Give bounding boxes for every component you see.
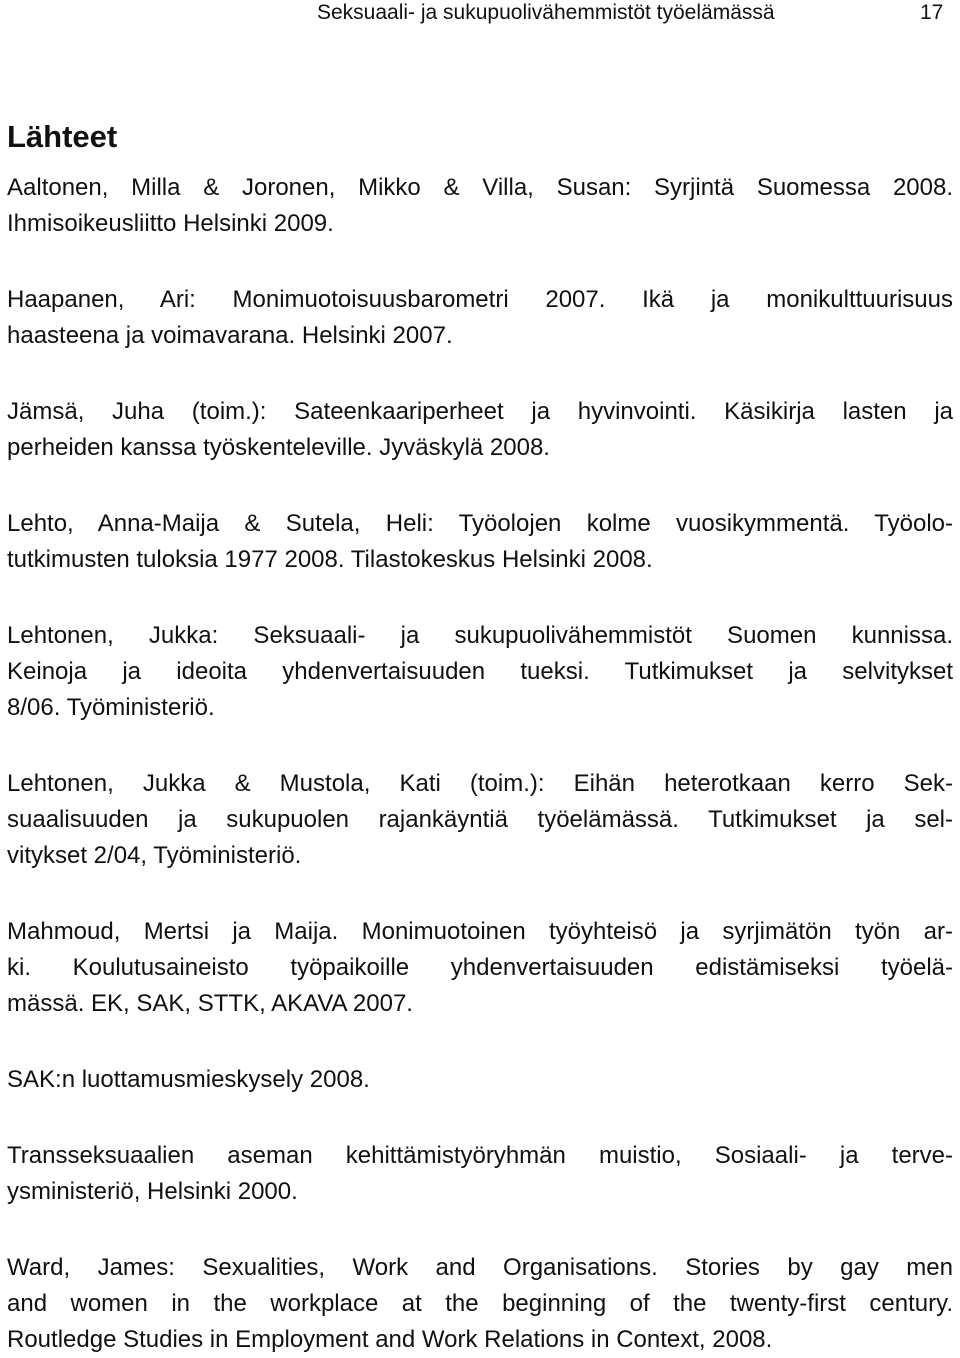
reference-entry xyxy=(7,170,953,242)
reference-line: Haapanen, Ari: Monimuotoisuusbarometri 2007. Ikä ja monikulttuurisuus xyxy=(7,286,953,313)
reference-entry xyxy=(7,618,953,726)
reference-entry xyxy=(7,282,953,354)
reference-list xyxy=(7,170,953,1358)
reference-line: ki. Koulutusaineisto työpaikoille yhdenvertaisuuden edistämiseksi työelä- xyxy=(7,954,953,981)
reference-line: perheiden kanssa työskenteleville. Jyväskylä 2008. xyxy=(7,434,550,461)
reference-line: Mahmoud, Mertsi ja Maija. Monimuotoinen työyhteisö ja syrjimätön työn ar- xyxy=(7,918,953,945)
reference-entry xyxy=(7,1250,953,1358)
reference-line: Ihmisoikeusliitto Helsinki 2009. xyxy=(7,210,334,237)
reference-entry xyxy=(7,914,953,1022)
reference-line: tutkimusten tuloksia 1977 2008. Tilastokeskus Helsinki 2008. xyxy=(7,546,653,573)
reference-line: Lehto, Anna-Maija & Sutela, Heli: Työolojen kolme vuosikymmentä. Työolo- xyxy=(7,510,953,537)
reference-line: mässä. EK, SAK, STTK, AKAVA 2007. xyxy=(7,990,413,1017)
reference-entry xyxy=(7,766,953,874)
reference-line: SAK:n luottamusmieskysely 2008. xyxy=(7,1066,370,1093)
reference-line: Lehtonen, Jukka: Seksuaali- ja sukupuolivähemmistöt Suomen kunnissa. xyxy=(7,622,953,649)
reference-line: Routledge Studies in Employment and Work Relations in Context, 2008. xyxy=(7,1326,773,1353)
reference-line: vitykset 2/04, Työministeriö. xyxy=(7,842,302,869)
reference-entry xyxy=(7,394,953,466)
reference-line: and women in the workplace at the beginning of the twenty-first century. xyxy=(7,1290,953,1317)
reference-entry xyxy=(7,1138,953,1210)
page-number: 17 xyxy=(920,1,944,24)
reference-line: Transseksuaalien aseman kehittämistyöryhmän muistio, Sosiaali- ja terve- xyxy=(7,1142,953,1169)
reference-line: suaalisuuden ja sukupuolen rajankäyntiä työelämässä. Tutkimukset ja sel- xyxy=(7,806,953,833)
reference-line: ysministeriö, Helsinki 2000. xyxy=(7,1178,298,1205)
reference-entry xyxy=(7,1062,953,1098)
running-header xyxy=(0,0,960,30)
reference-line: Lehtonen, Jukka & Mustola, Kati (toim.): Eihän heterotkaan kerro Sek- xyxy=(7,770,953,797)
running-header-title: Seksuaali- ja sukupuolivähemmistöt työelämässä xyxy=(317,1,775,24)
reference-line: Ward, James: Sexualities, Work and Organisations. Stories by gay men xyxy=(7,1254,953,1281)
reference-entry xyxy=(7,506,953,578)
reference-line: haasteena ja voimavarana. Helsinki 2007. xyxy=(7,322,453,349)
reference-line: 8/06. Työministeriö. xyxy=(7,694,215,721)
reference-line: Keinoja ja ideoita yhdenvertaisuuden tueksi. Tutkimukset ja selvitykset xyxy=(7,658,953,685)
section-title: Lähteet xyxy=(7,119,118,154)
reference-line: Aaltonen, Milla & Joronen, Mikko & Villa, Susan: Syrjintä Suomessa 2008. xyxy=(7,174,953,201)
reference-line: Jämsä, Juha (toim.): Sateenkaariperheet ja hyvinvointi. Käsikirja lasten ja xyxy=(7,398,953,425)
